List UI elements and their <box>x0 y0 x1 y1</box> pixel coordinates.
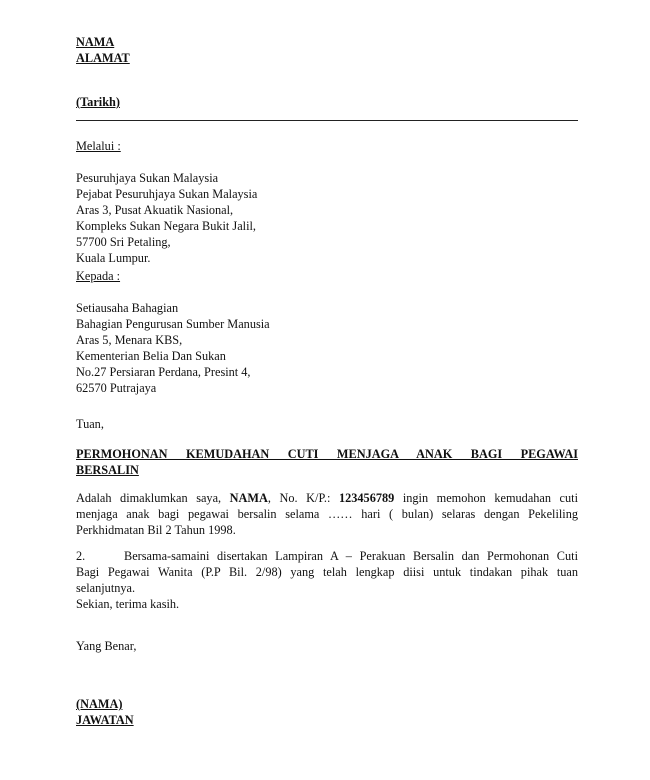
closing-block <box>76 596 578 612</box>
recipient-line: Bahagian Pengurusan Sumber Manusia <box>76 317 270 331</box>
signature-name: (NAMA) <box>76 697 123 711</box>
signature-position: JAWATAN <box>76 713 134 727</box>
paragraph-line <box>76 548 578 564</box>
p2-line1: Bersama-samaini disertakan Lampiran A – Perakuan Bersalin dan Permohonan Cuti <box>124 549 578 563</box>
via-line: Aras 3, Pusat Akuatik Nasional, <box>76 203 234 217</box>
via-line: Pejabat Pesuruhjaya Sukan Malaysia <box>76 187 258 201</box>
via-line: Kompleks Sukan Negara Bukit Jalil, <box>76 219 256 233</box>
date-block <box>76 94 578 110</box>
p1-post: ingin memohon kemudahan cuti <box>402 491 578 505</box>
letter-date: (Tarikh) <box>76 95 120 109</box>
paragraph-line <box>76 490 578 506</box>
paragraph-line: Perkhidmatan Bil 2 Tahun 1998. <box>76 523 236 537</box>
sender-name: NAMA <box>76 35 115 49</box>
date-rule <box>76 120 578 121</box>
paragraph-1 <box>76 490 578 538</box>
via-block <box>76 138 578 266</box>
subject-line: PERMOHONAN KEMUDAHAN CUTI MENJAGA ANAK BAGI PEGAWAI <box>76 447 578 461</box>
p1-pre: Adalah dimaklumkan saya, <box>76 491 222 505</box>
via-line: Kuala Lumpur. <box>76 251 151 265</box>
subject-block <box>76 446 578 478</box>
recipient-line: Setiausaha Bahagian <box>76 301 179 315</box>
paragraph-line: menjaga anak bagi pegawai bersalin selama …… hari ( bulan) selaras dengan Pekeliling <box>76 507 578 521</box>
recipient-line: No.27 Persiaran Perdana, Presint 4, <box>76 365 251 379</box>
sender-address: ALAMAT <box>76 51 130 65</box>
recipient-line: 62570 Putrajaya <box>76 381 157 395</box>
via-line: 57700 Sri Petaling, <box>76 235 171 249</box>
signoff: Yang Benar, <box>76 639 137 653</box>
signature-block <box>76 696 578 728</box>
recipient-block <box>76 268 578 396</box>
via-label: Melalui : <box>76 139 121 153</box>
recipient-line: Kementerian Belia Dan Sukan <box>76 349 226 363</box>
p1-mid: , No. K/P.: <box>267 491 331 505</box>
closing: Sekian, terima kasih. <box>76 597 180 611</box>
salutation: Tuan, <box>76 417 104 431</box>
paragraph-line: Bagi Pegawai Wanita (P.P Bil. 2/98) yang telah lengkap diisi untuk tindakan pihak tuan <box>76 565 578 579</box>
salutation-block <box>76 416 578 432</box>
via-line: Pesuruhjaya Sukan Malaysia <box>76 171 219 185</box>
p1-ic-number: 123456789 <box>338 491 395 505</box>
paragraph-line: selanjutnya. <box>76 581 136 595</box>
signoff-block <box>76 638 578 654</box>
subject-line: BERSALIN <box>76 463 139 477</box>
paragraph-2 <box>76 548 578 596</box>
p2-number: 2. <box>76 549 86 563</box>
p1-name: NAMA <box>229 491 268 505</box>
sender-block <box>76 34 578 66</box>
recipient-line: Aras 5, Menara KBS, <box>76 333 183 347</box>
recipient-label: Kepada : <box>76 269 121 283</box>
